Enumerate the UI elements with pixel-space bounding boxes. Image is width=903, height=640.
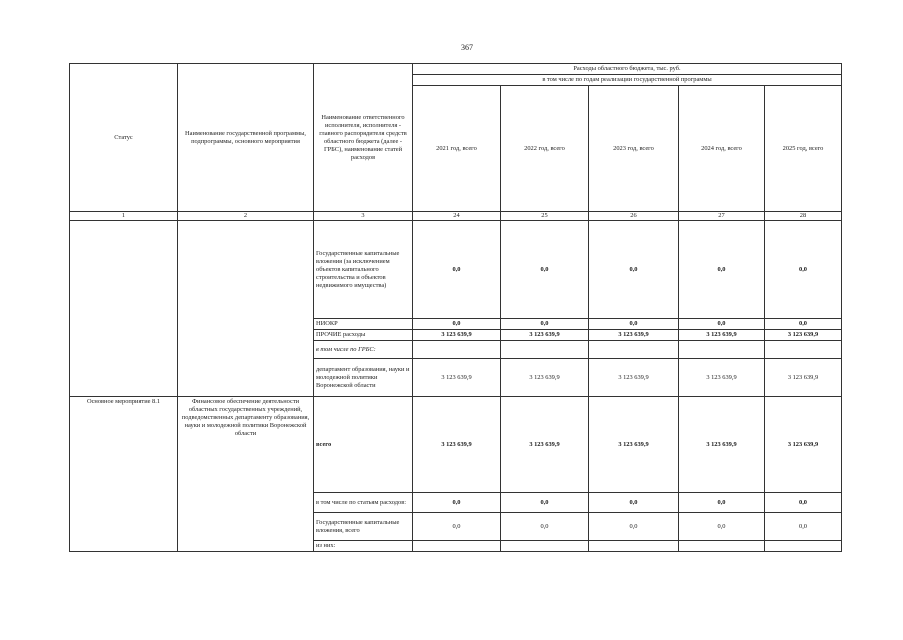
value-cell: 0,0 xyxy=(413,221,501,319)
value-cell: 3 123 639,9 xyxy=(413,330,501,341)
row-label: НИОКР xyxy=(314,319,413,330)
header-status: Статус xyxy=(70,64,178,212)
value-cell: 0,0 xyxy=(679,319,765,330)
value-cell xyxy=(589,341,679,359)
value-cell: 3 123 639,9 xyxy=(501,397,589,493)
value-cell: 0,0 xyxy=(765,513,842,541)
value-cell xyxy=(679,341,765,359)
value-cell: 3 123 639,9 xyxy=(501,330,589,341)
header-year: 2024 год, всего xyxy=(679,86,765,212)
value-cell xyxy=(413,341,501,359)
value-cell xyxy=(501,341,589,359)
column-numbers-row xyxy=(70,212,842,221)
header-expenses-title: Расходы областного бюджета, тыс. руб. xyxy=(413,64,842,75)
row-label: Государственные капитальные вложения, всего xyxy=(314,513,413,541)
value-cell: 3 123 639,9 xyxy=(679,397,765,493)
value-cell: 0,0 xyxy=(679,221,765,319)
column-number: 1 xyxy=(70,212,178,221)
column-number: 3 xyxy=(314,212,413,221)
page-number: 367 xyxy=(461,43,473,52)
value-cell: 0,0 xyxy=(413,319,501,330)
value-cell: 3 123 639,9 xyxy=(501,359,589,397)
value-cell: 0,0 xyxy=(589,221,679,319)
value-cell: 0,0 xyxy=(765,319,842,330)
value-cell: 3 123 639,9 xyxy=(413,397,501,493)
row-label: всего xyxy=(314,397,413,493)
program-name-cell: Финансовое обеспечение деятельности областных государственных учреждений, подведомственных департаменту образования, науки и молодежной политики Воронежской области xyxy=(178,397,314,552)
row-label: департамент образования, науки и молодежной политики Воронежской области xyxy=(314,359,413,397)
value-cell: 0,0 xyxy=(589,493,679,513)
value-cell: 0,0 xyxy=(589,319,679,330)
value-cell: 3 123 639,9 xyxy=(765,359,842,397)
value-cell: 0,0 xyxy=(413,493,501,513)
budget-table xyxy=(69,63,842,552)
column-number: 28 xyxy=(765,212,842,221)
value-cell: 3 123 639,9 xyxy=(679,359,765,397)
value-cell: 0,0 xyxy=(501,493,589,513)
value-cell: 3 123 639,9 xyxy=(589,330,679,341)
column-number: 26 xyxy=(589,212,679,221)
value-cell: 0,0 xyxy=(501,319,589,330)
column-number: 2 xyxy=(178,212,314,221)
value-cell: 0,0 xyxy=(501,221,589,319)
header-by-years: в том числе по годам реализации государственной программы xyxy=(413,75,842,86)
value-cell: 3 123 639,9 xyxy=(765,330,842,341)
value-cell xyxy=(765,341,842,359)
header-year: 2025 год, всего xyxy=(765,86,842,212)
row-label: Государственные капитальные вложения (за исключением объектов капитального строительства и объектов недвижимого имущества) xyxy=(314,221,413,319)
program-name-cell-empty xyxy=(178,221,314,397)
value-cell: 0,0 xyxy=(679,513,765,541)
value-cell: 0,0 xyxy=(679,493,765,513)
value-cell: 0,0 xyxy=(765,493,842,513)
column-number: 25 xyxy=(501,212,589,221)
value-cell: 0,0 xyxy=(589,513,679,541)
status-cell-empty xyxy=(70,221,178,397)
status-cell: Основное мероприятие 8.1 xyxy=(70,397,178,552)
value-cell: 3 123 639,9 xyxy=(765,397,842,493)
row-label: в том числе по статьям расходов: xyxy=(314,493,413,513)
table-row xyxy=(70,221,842,319)
value-cell: 3 123 639,9 xyxy=(589,397,679,493)
header-row-1 xyxy=(70,64,842,75)
row-label: ПРОЧИЕ расходы xyxy=(314,330,413,341)
header-year: 2023 год, всего xyxy=(589,86,679,212)
row-label: из них: xyxy=(314,541,413,552)
value-cell xyxy=(765,541,842,552)
value-cell: 3 123 639,9 xyxy=(413,359,501,397)
value-cell xyxy=(679,541,765,552)
column-number: 24 xyxy=(413,212,501,221)
row-label: в том числе по ГРБС: xyxy=(314,341,413,359)
header-year: 2022 год, всего xyxy=(501,86,589,212)
header-executor: Наименование ответственного исполнителя, исполнителя - главного распорядителя средств областного бюджета (далее - ГРБС), наименование статей расходов xyxy=(314,64,413,212)
value-cell: 0,0 xyxy=(765,221,842,319)
value-cell xyxy=(501,541,589,552)
value-cell xyxy=(589,541,679,552)
value-cell: 0,0 xyxy=(501,513,589,541)
header-year: 2021 год, всего xyxy=(413,86,501,212)
header-program-name: Наименование государственной программы, подпрограммы, основного мероприятия xyxy=(178,64,314,212)
value-cell xyxy=(413,541,501,552)
value-cell: 3 123 639,9 xyxy=(679,330,765,341)
column-number: 27 xyxy=(679,212,765,221)
value-cell: 0,0 xyxy=(413,513,501,541)
value-cell: 3 123 639,9 xyxy=(589,359,679,397)
table-row xyxy=(70,397,842,493)
